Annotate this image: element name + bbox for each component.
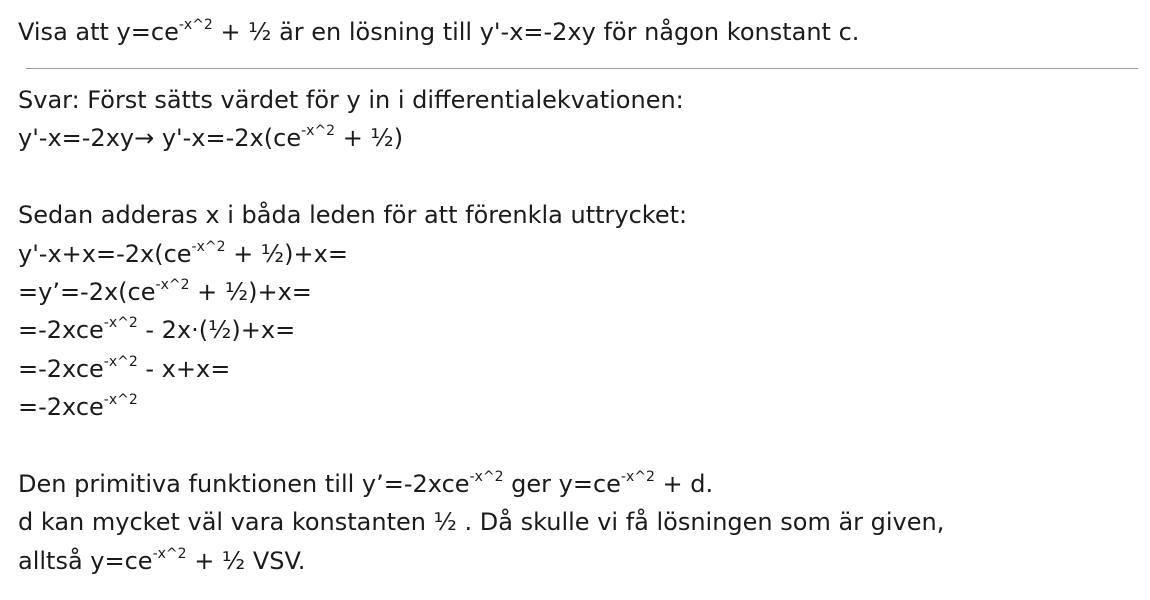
answer-intro: Svar: Först sätts värdet för y in i differentialekvationen: [18,86,684,114]
exponent: -x^2 [103,392,138,409]
conclusion-line: Den primitiva funktionen till y’=-2xce$^{-x\^{}2}$ ger $y=ce^{-x\^{}2} + d$. [18,468,714,498]
conclusion-line: d kan mycket väl vara konstanten ½ . Då skulle vi få lösningen som är given, [18,508,945,537]
spacer [18,427,1132,465]
equation-line: $=y’=-2x(ce^{-x\^{}2}$ + ½)+x= [18,276,312,306]
equation-line: $y'-x+x=-2x(ce^{-x\^{}2}$ + ½)+x= [18,238,348,268]
step-intro: Sedan adderas x i båda leden för att förenkla uttrycket: [18,201,688,230]
equation-line: =-2xce$^{-x\^{}2}$ [18,392,138,422]
exponent: -x^2 [469,468,504,485]
equation-line: =-2xce$^{-x\^{}2}$ - 2x·(½)+x= [18,315,296,345]
divider [26,68,1138,69]
equation-line: =-2xce$^{-x\^{}2}$ - x+x= [18,353,231,383]
equation-line: $y'-x=-2xy\to y'-x=-2x(ce^{-x\^{}2}$ + ½) [18,123,404,153]
exponent: -x^2 [620,468,655,485]
answer-section [18,81,1132,580]
exponent: -x^2 [191,238,226,255]
conclusion-line: alltså $y=ce^{-x\^{}2}$ + ½ VSV. [18,545,306,575]
exponent: -x^2 [103,353,138,370]
exponent: -x^2 [178,17,213,33]
spacer [18,158,1132,196]
exponent: -x^2 [103,315,138,332]
exponent: -x^2 [152,545,187,562]
exponent: -x^2 [155,276,190,293]
exponent: -x^2 [301,123,336,140]
question-text: Visa att $y=ce^{-x\^{}2}$ + ½ är en lösning till y'-x=-2xy för någon konstant c. [18,17,860,46]
